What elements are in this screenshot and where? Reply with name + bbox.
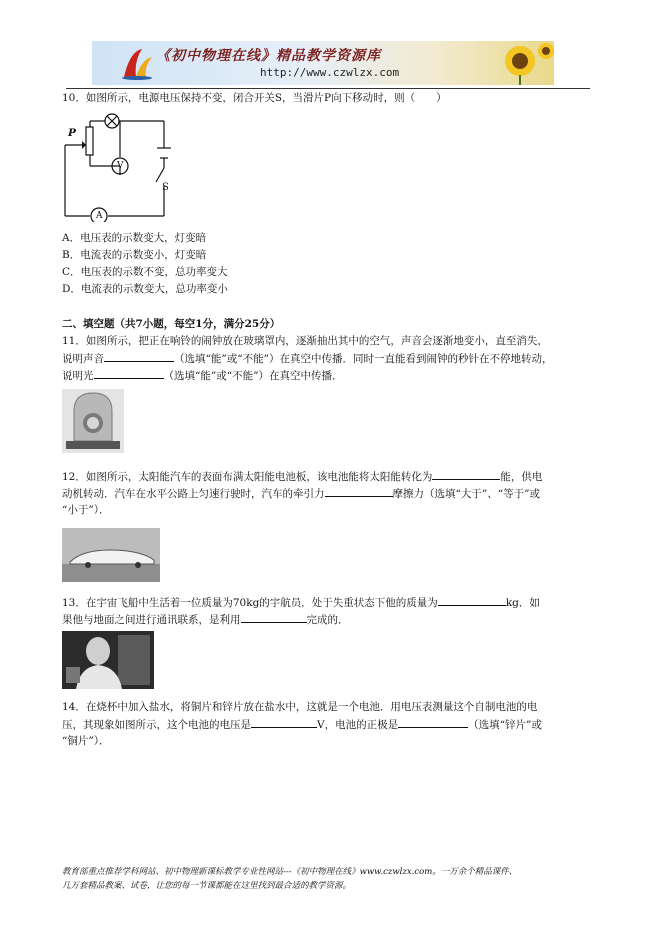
q14-line2-end: （选填“锌片”或 — [468, 719, 542, 731]
q14-line1: 14．在烧杯中加入盐水，将铜片和锌片放在盐水中，这就是一个电池．用电压表测量这个自制电池的电 — [62, 701, 538, 713]
q12-line2-start: 动机转动．汽车在水平公路上匀速行驶时，汽车的牵引力 — [62, 488, 325, 500]
sunflower-icon — [480, 41, 554, 85]
q13-line2-end: 完成的． — [306, 614, 349, 626]
q10-option-b: B．电流表的示数变小，灯变暗 — [62, 249, 207, 261]
q11-line2 — [62, 350, 552, 367]
q14-line2-start: 压，其现象如图所示，这个电池的电压是 — [62, 719, 251, 731]
section-title: 二、填空题（共7小题，每空1分，满分25分） — [62, 318, 281, 330]
q10-label-v: V — [117, 161, 124, 171]
q13-blank-2[interactable] — [241, 611, 307, 623]
q12-line1 — [62, 468, 542, 485]
banner-title: 《初中物理在线》精品教学资源库 — [156, 48, 381, 64]
astronaut-photo — [62, 631, 154, 689]
q11-line1: 11．如图所示，把正在响铃的闹钟放在玻璃罩内，逐渐抽出其中的空气，声音会逐渐地变小，直至消失， — [62, 335, 548, 347]
q11-blank-2[interactable] — [94, 367, 164, 379]
bell-jar-photo — [62, 389, 124, 453]
q12-line2 — [62, 485, 540, 502]
q10-label-a: A — [96, 211, 103, 221]
q12-blank-2[interactable] — [325, 485, 393, 497]
q10-option-a: A．电压表的示数变大，灯变暗 — [62, 232, 207, 244]
q10-label-s: S — [162, 182, 169, 193]
q13-line2-start: 果他与地面之间进行通讯联系，是利用 — [62, 614, 241, 626]
q11-line2-start: 说明声音 — [62, 353, 104, 365]
banner-url[interactable]: http://www.czwlzx.com — [260, 66, 400, 79]
footer-line2: 几万套精品教案、试卷，让您的每一节课都能在这里找到最合适的教学资源。 — [62, 881, 352, 891]
q11-blank-1[interactable] — [104, 350, 174, 362]
header-rule — [66, 88, 590, 89]
q10-circuit-diagram — [60, 110, 172, 222]
q14-blank-1[interactable] — [251, 716, 317, 728]
q13-line1 — [62, 594, 540, 611]
q13-blank-1[interactable] — [438, 594, 506, 606]
q12-line3: “小于”）． — [62, 504, 110, 516]
q10-stem: 10．如图所示，电源电压保持不变，闭合开关S，当滑片P向下移动时，则（ ） — [62, 92, 447, 104]
q14-blank-2[interactable] — [398, 716, 468, 728]
q12-line2-end: 摩擦力（选填“大于”、“等于”或 — [392, 488, 540, 500]
q11-line3 — [62, 367, 342, 384]
solar-car-photo — [62, 528, 160, 582]
q12-line1-start: 12．如图所示，太阳能汽车的表面布满太阳能电池板，该电池能将太阳能转化为 — [62, 471, 433, 483]
q14-line2-mid: V，电池的正极是 — [317, 719, 399, 731]
q12-line1-end: 能，供电 — [500, 471, 543, 483]
q14-line2 — [62, 716, 542, 733]
q11-line3-start: 说明光 — [62, 370, 94, 382]
q13-line1-start: 13．在宇宙飞船中生活着一位质量为70kg的宇航员．处于失重状态下他的质量为 — [62, 597, 438, 609]
q14-line3: “铜片”）． — [62, 735, 110, 747]
q13-line1-end: kg．如 — [505, 597, 540, 609]
footer-line1: 教育部重点推荐学科网站、初中物理新课标教学专业性网站---《初中物理在线》www.czwlzx.com。一万余个精品课件、 — [62, 867, 518, 877]
q12-blank-1[interactable] — [432, 468, 500, 480]
q10-option-c: C．电压表的示数不变，总功率变大 — [62, 266, 228, 278]
q10-option-d: D．电流表的示数变大，总功率变小 — [62, 283, 228, 295]
q11-line3-end: （选填“能”或“不能”）在真空中传播． — [163, 370, 343, 382]
header-banner — [92, 41, 554, 85]
q11-line2-end: （选填“能”或“不能”）在真空中传播．同时一直能看到闹钟的秒针在不停地转动， — [174, 353, 553, 365]
q10-label-p: P — [68, 127, 76, 139]
site-logo — [120, 45, 154, 81]
q13-line2 — [62, 611, 349, 628]
